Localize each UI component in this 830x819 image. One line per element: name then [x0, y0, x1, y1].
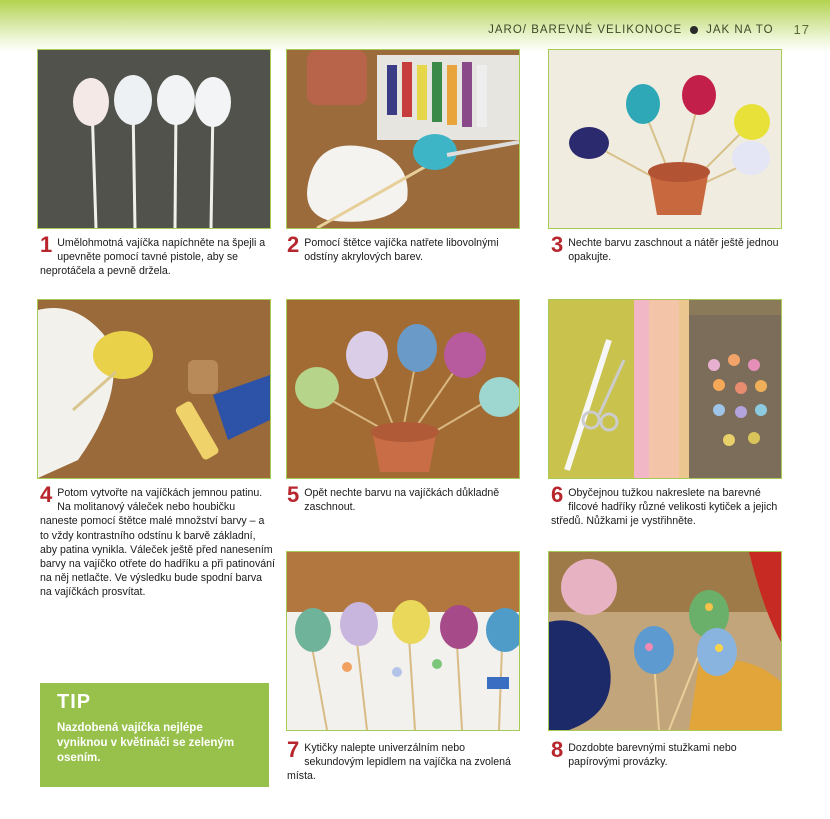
step-8-photo: [549, 552, 781, 730]
page-header: [488, 22, 810, 37]
bullet-dot-icon: [690, 26, 698, 34]
header-section: JARO/ BAREVNÉ VELIKONOCE: [488, 23, 683, 36]
header-subsection: JAK NA TO: [706, 23, 774, 36]
step-text: Obyčejnou tužkou nakreslete na barevné filcové hadříky různé velikosti kytiček a jejich středů. Nůžkami je vystřihněte.: [551, 487, 778, 528]
step-3-photo: [549, 50, 781, 228]
tip-text: Nazdobená vajíčka nejlépe vyniknou v květináči se zeleným osením.: [57, 722, 235, 764]
step-number: 5: [287, 482, 300, 507]
step-text: Kytičky nalepte univerzálním nebo sekundovým lepidlem na vajíčka na zvolená místa.: [287, 742, 511, 783]
step-text: Umělohmotná vajíčka napíchněte na špejli a upevněte pomocí tavné pistole, aby se neprotáčela a pevně držela.: [40, 237, 266, 278]
step-7-photo: [287, 552, 519, 730]
step-number: 1: [40, 232, 53, 257]
step-1-caption: [40, 232, 275, 279]
step-5-photo: [287, 300, 519, 478]
step-number: 8: [551, 737, 564, 762]
step-1-photo: [38, 50, 270, 228]
step-2-caption: [287, 232, 522, 264]
step-text: Opět nechte barvu na vajíčkách důkladně zaschnout.: [304, 487, 500, 514]
step-4-caption: [40, 482, 275, 600]
tip-box: [40, 683, 269, 787]
tip-title: TIP: [57, 691, 92, 713]
step-5-caption: [287, 482, 522, 514]
step-text: Dozdobte barevnými stužkami nebo papírovými provázky.: [568, 742, 737, 769]
step-6-caption: [551, 482, 786, 529]
step-number: 2: [287, 232, 300, 257]
step-number: 3: [551, 232, 564, 257]
step-number: 7: [287, 737, 300, 762]
step-text: Potom vytvořte na vajíčkách jemnou patinu. Na molitanový váleček nebo houbičku naneste pomocí štětce malé množství barvy – a to vždy kontrastního odstínu k barvě základní, aby patina vynikla. Váleček ještě před nanesením barvy na vajíčko otřete do hadříku a při patinování na něj netlačte. Ve výsledku bude spodní barva na vajíčkách prosvítat.: [40, 487, 275, 599]
step-3-caption: [551, 232, 786, 264]
page-number: 17: [793, 22, 810, 37]
step-6-photo: [549, 300, 781, 478]
step-number: 4: [40, 482, 53, 507]
step-text: Pomocí štětce vajíčka natřete libovolnými odstíny akrylových barev.: [304, 237, 499, 264]
step-8-caption: [551, 737, 786, 769]
step-text: Nechte barvu zaschnout a nátěr ještě jednou opakujte.: [568, 237, 779, 264]
step-7-caption: [287, 737, 522, 784]
step-number: 6: [551, 482, 564, 507]
step-4-photo: [38, 300, 270, 478]
step-2-photo: [287, 50, 519, 228]
